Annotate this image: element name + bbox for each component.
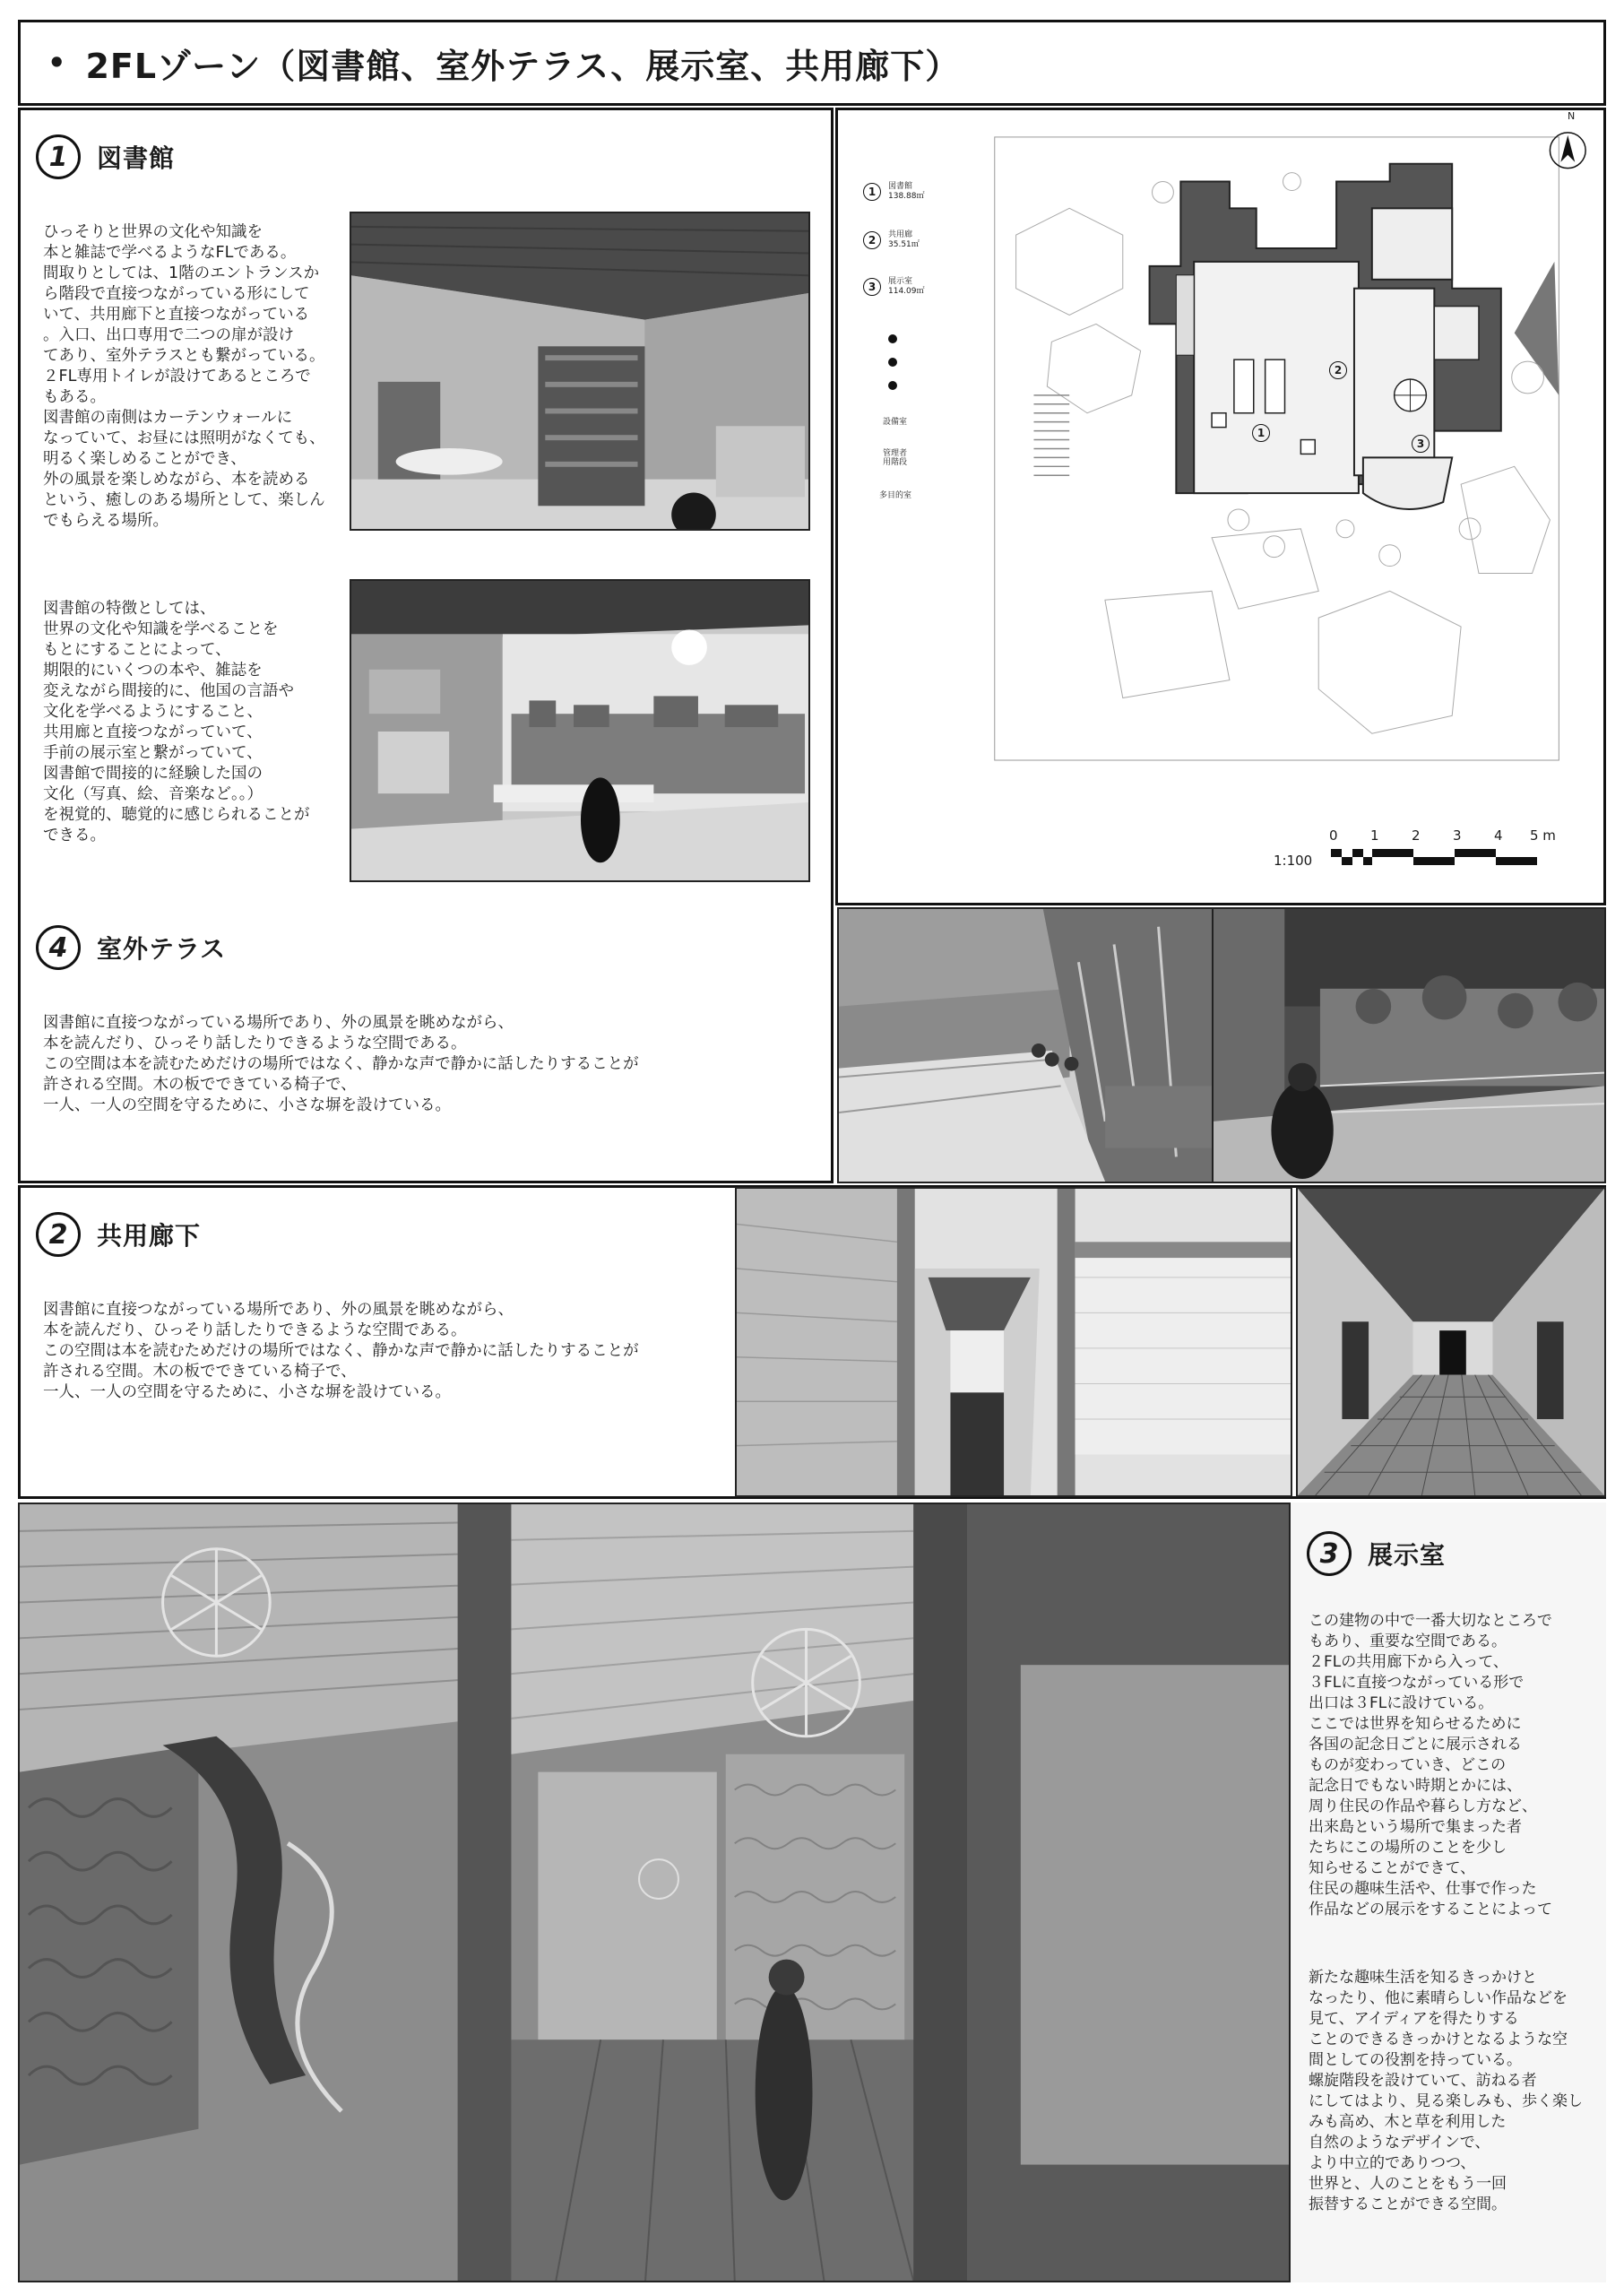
library-description-2: 図書館の特徴としては、 世界の文化や知識を学べることを もとにすることによって、 期限的にいくつの本や、雑誌を 変えながら間接的に、他国の言語や 文化を学べるようにすること、 共用廊と直接つながっていて、 手前の展示室と繋がっていて、 図書館で間接的に経験した国の 文化（写真、絵、音楽など。。） を視覚的、聴覚的に感じられることが できる。 xyxy=(43,600,310,844)
legend-dot xyxy=(888,381,897,390)
legend-extra-label: 多目的室 xyxy=(879,491,912,500)
library-section-title xyxy=(36,134,175,179)
section-number-badge: 1 xyxy=(36,134,81,179)
section-number-badge: 4 xyxy=(36,925,81,970)
header-bullet: • xyxy=(48,46,66,80)
floor-plan-drawing xyxy=(838,110,1603,903)
section-heading: 図書館 xyxy=(97,143,176,173)
legend-number: 3 xyxy=(863,278,881,296)
corridor-render-right xyxy=(1296,1187,1606,1497)
plan-room-number: 1 xyxy=(1252,424,1270,442)
legend-area: 138.88㎡ xyxy=(888,192,925,201)
scale-bar xyxy=(1331,849,1546,869)
scale-tick: 4 xyxy=(1494,827,1503,844)
exhibition-room-render xyxy=(18,1503,1291,2282)
section-number-badge: 3 xyxy=(1307,1531,1352,1576)
north-arrow-label: N xyxy=(1568,110,1576,122)
legend-number: 1 xyxy=(863,183,881,201)
legend-extra-label: 管理者 用階段 xyxy=(883,449,908,467)
scale-ratio: 1:100 xyxy=(1274,853,1313,869)
scale-tick: 0 xyxy=(1329,827,1338,844)
terrace-render-left xyxy=(837,907,1214,1183)
corridor-render-left xyxy=(735,1187,1292,1497)
plan-legend-3 xyxy=(863,277,925,297)
exhibition-description-1: この建物の中で一番大切なところで もあり、重要な空間である。 ２FLの共用廊下から入って、 ３FLに直接つながっている形で 出口は３FLに設けている。 ここでは世界を知らせるために 各国の記念日ごとに展示される ものが変わっていき、どこの 記念日でもない時期とかには、 周り住民の作品や暮らし方など、 出来島という場所で集まった者 たちにこの場所のことを少し 知らせることができて、 住民の趣味生活や、仕事で作った 作品などの展示をすることによって xyxy=(1309,1612,1552,1918)
corridor-description: 図書館に直接つながっている場所であり、外の風景を眺めながら、 本を読んだり、ひっそり話したりできるような空間である。 この空間は本を読むためだけの場所ではなく、静かな声で静かに話したりすることが 許される空間。木の板でできている椅子で、 一人、一人の空間を守るために、小さな塀を設けている。 xyxy=(43,1301,639,1401)
legend-extra-label: 設備室 xyxy=(883,418,908,427)
legend-label: 展示室 xyxy=(888,277,913,286)
section-heading: 共用廊下 xyxy=(97,1221,202,1251)
legend-label: 図書館 xyxy=(888,182,913,191)
scale-tick: 5 m xyxy=(1530,827,1556,844)
scale-tick: 3 xyxy=(1453,827,1462,844)
exhibition-description-2: 新たな趣味生活を知るきっかけと なったり、他に素晴らしい作品などを 見て、アイディアを得たりする ことのできるきっかけとなるような空 間としての役割を持っている。 螺旋階段を設けていて、訪ねる者 にしてはより、見る楽しみも、歩く楽し みも高め、木と草を利用した 自然のようなデザインで、 より中立的でありつつ、 世界と、人のことをもう一回 振替することができる空間。 xyxy=(1309,1969,1583,2213)
plan-legend-2 xyxy=(863,230,920,250)
legend-number: 2 xyxy=(863,231,881,249)
scale-tick: 1 xyxy=(1370,827,1379,844)
floor-plan-panel xyxy=(835,108,1606,905)
terrace-description: 図書館に直接つながっている場所であり、外の風景を眺めながら、 本を読んだり、ひっそり話したりできるような空間である。 この空間は本を読むためだけの場所ではなく、静かな声で静かに話したりすることが 許される空間。木の板でできている椅子で、 一人、一人の空間を守るために、小さな塀を設けている。 xyxy=(43,1014,639,1114)
section-heading: 展示室 xyxy=(1368,1540,1447,1570)
corridor-section-title xyxy=(36,1212,201,1257)
page-title: 2FLゾーン（図書館、室外テラス、展示室、共用廊下） xyxy=(85,46,961,86)
legend-area: 114.09㎡ xyxy=(888,287,925,296)
library-description-1: ひっそりと世界の文化や知識を 本と雑誌で学べるようなFLである。 間取りとしては、1階のエントランスか ら階段で直接つながっている形にして いて、共用廊下と直接つながっている 。入口、出口専用で二つの扉が設け てあり、室外テラスとも繋がっている。 ２FL専用トイレが設けてあるところで もある。 図書館の南側はカーテンウォールに なっていて、お昼には照明がなくても、 明るく楽しめることができ、 外の風景を楽しめながら、本を読める という、癒しのある場所として、楽しん でもらえる場所。 xyxy=(43,223,325,530)
library-interior-render-1 xyxy=(350,212,810,531)
section-heading: 室外テラス xyxy=(97,934,227,964)
plan-legend-1 xyxy=(863,182,925,202)
scale-tick: 2 xyxy=(1412,827,1421,844)
library-window-render-2 xyxy=(350,579,810,882)
section-number-badge: 2 xyxy=(36,1212,81,1257)
terrace-section-title xyxy=(36,925,226,970)
plan-room-number: 3 xyxy=(1412,435,1430,453)
terrace-render-right xyxy=(1212,907,1606,1183)
page-header xyxy=(18,20,1606,106)
exhibition-section-title xyxy=(1307,1531,1446,1576)
plan-room-number: 2 xyxy=(1329,361,1347,379)
legend-dot xyxy=(888,334,897,343)
legend-label: 共用廊 xyxy=(888,230,913,239)
legend-area: 35.51㎡ xyxy=(888,240,920,249)
legend-dot xyxy=(888,358,897,367)
